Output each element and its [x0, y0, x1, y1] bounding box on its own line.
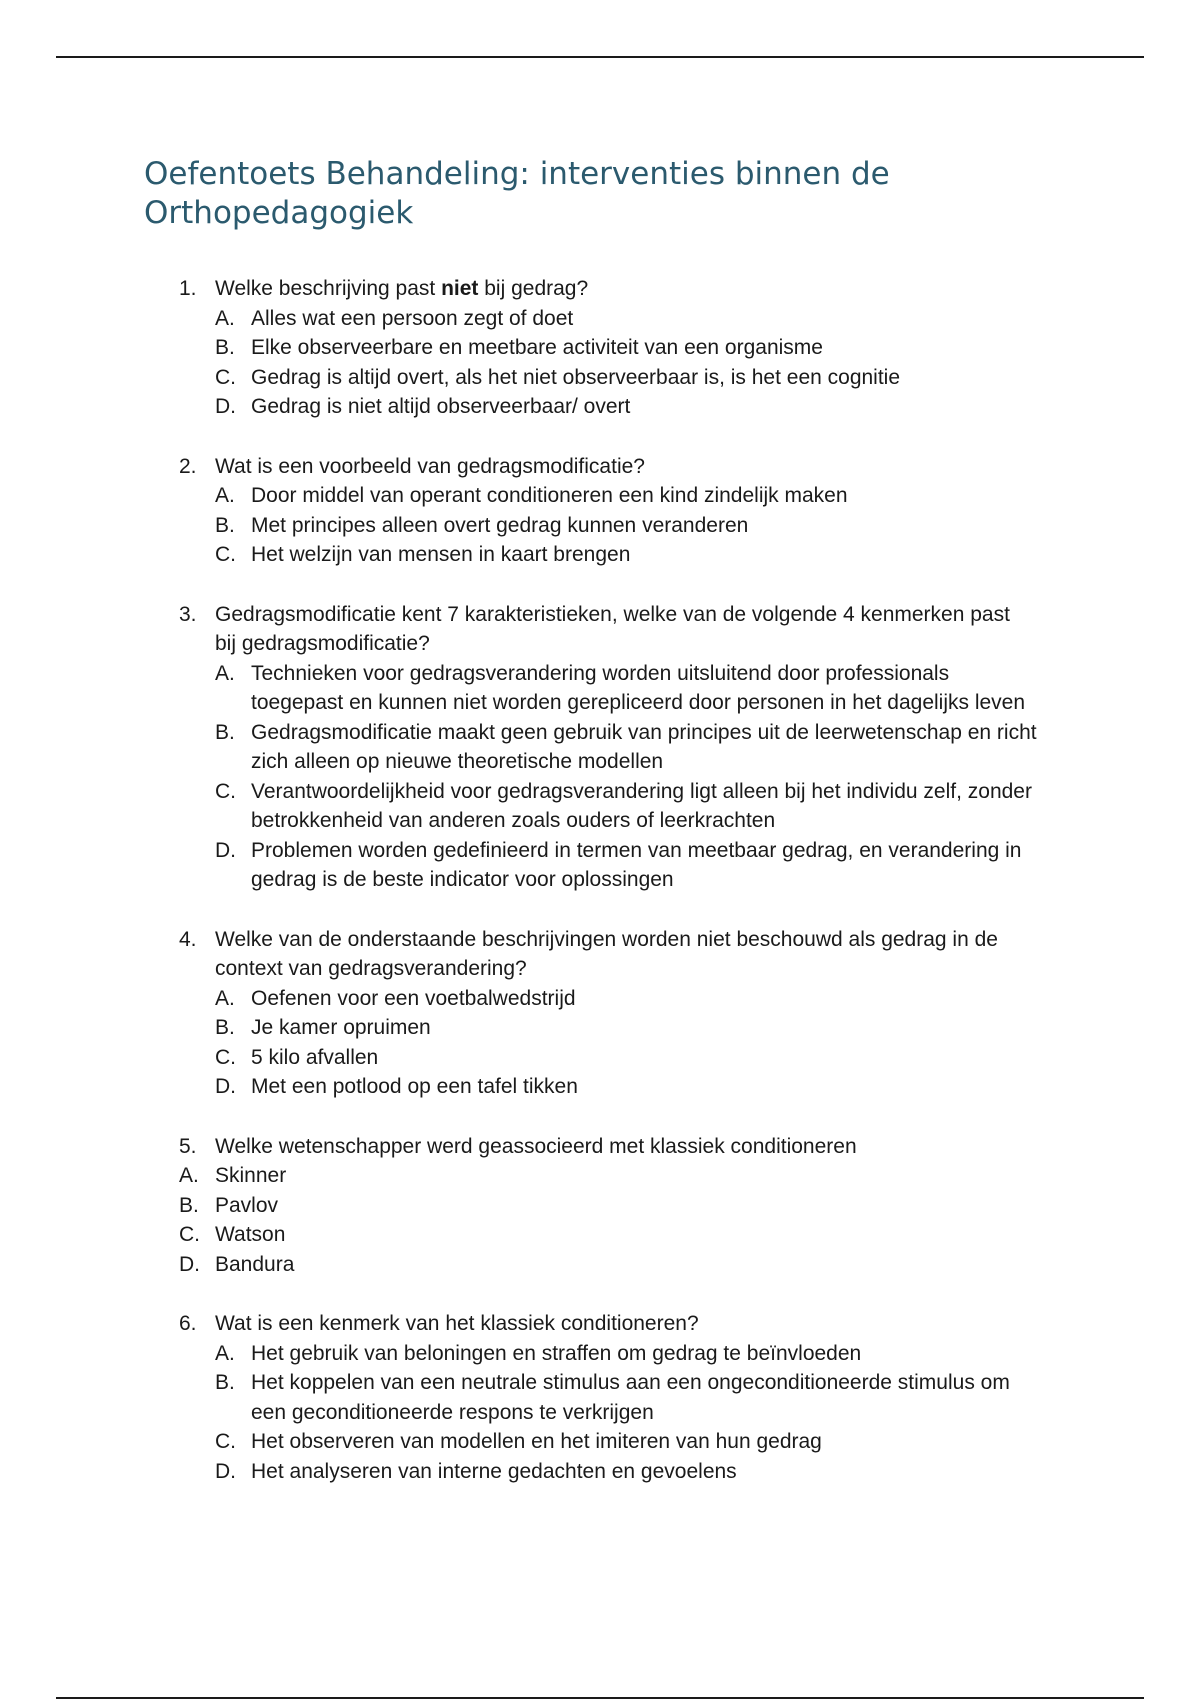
option-letter: B.	[215, 1016, 235, 1039]
option-text: Het gebruik van beloningen en straffen om gedrag te beïnvloeden	[251, 1341, 862, 1365]
answer-option	[215, 1368, 1064, 1427]
option-text: Gedrag is altijd overt, als het niet observeerbaar is, is het een cognitie	[251, 365, 901, 389]
option-letter: B.	[215, 720, 235, 744]
question-2-header	[144, 452, 1064, 482]
option-letter: A.	[215, 1341, 235, 1365]
question-emphasis: niet	[441, 277, 479, 300]
document-body	[144, 155, 1064, 1516]
question-list	[144, 274, 1064, 1486]
answer-option	[215, 836, 1064, 895]
answer-options	[144, 304, 1064, 422]
answer-option	[179, 1161, 1064, 1191]
answer-option	[215, 1072, 1064, 1102]
answer-option	[215, 304, 1064, 334]
answer-options	[144, 984, 1064, 1102]
option-text: Je kamer opruimen	[251, 1016, 431, 1039]
question-1-header	[144, 274, 1064, 304]
question-number: 2.	[179, 454, 197, 478]
option-text: Met principes alleen overt gedrag kunnen veranderen	[251, 513, 749, 537]
option-text: Pavlov	[215, 1193, 279, 1217]
question-text: Gedragsmodificatie kent 7 karakteristieken, welke van de volgende 4 kenmerken past bij gedragsmodificatie?	[215, 602, 1010, 655]
answer-option	[215, 1427, 1064, 1457]
option-letter: D.	[215, 395, 236, 418]
question-text-part: Welke beschrijving past	[215, 277, 442, 300]
answer-option	[179, 1250, 1064, 1280]
option-letter: A.	[179, 1164, 199, 1187]
option-text: Met een potlood op een tafel tikken	[251, 1075, 578, 1098]
answer-option	[215, 481, 1064, 511]
answer-option	[215, 1013, 1064, 1043]
option-letter: B.	[179, 1193, 199, 1217]
answer-options	[144, 1339, 1064, 1487]
option-letter: C.	[215, 543, 236, 566]
option-text: Problemen worden gedefinieerd in termen van meetbaar gedrag, en verandering in gedrag is de beste indicator voor oplossingen	[251, 838, 1022, 891]
answer-options	[144, 481, 1064, 570]
option-letter: D.	[215, 838, 236, 862]
question-5	[144, 1132, 1064, 1280]
answer-options	[144, 659, 1064, 895]
option-text: Gedrag is niet altijd observeerbaar/ overt	[251, 395, 631, 418]
question-number: 5.	[179, 1134, 197, 1158]
question-1	[144, 274, 1064, 422]
answer-option	[215, 333, 1064, 363]
question-number: 4.	[179, 927, 197, 951]
question-3	[144, 600, 1064, 895]
option-text: Oefenen voor een voetbalwedstrijd	[251, 986, 576, 1010]
option-letter: B.	[215, 336, 235, 359]
option-letter: D.	[179, 1252, 200, 1276]
option-letter: B.	[215, 513, 235, 537]
option-text: Door middel van operant conditioneren een kind zindelijk maken	[251, 484, 848, 507]
option-text: Alles wat een persoon zegt of doet	[251, 306, 574, 330]
option-letter: A.	[215, 306, 235, 330]
option-letter: D.	[215, 1459, 236, 1483]
option-text: Gedragsmodificatie maakt geen gebruik van principes uit de leerwetenschap en richt zich alleen op nieuwe theoretische modellen	[251, 720, 1037, 773]
question-4-header	[144, 925, 1064, 984]
question-number: 1.	[179, 277, 197, 300]
header-rule	[56, 56, 1144, 58]
answer-option	[215, 1043, 1064, 1073]
answer-options	[144, 1161, 1064, 1279]
option-text: Technieken voor gedragsverandering worden uitsluitend door professionals toegepast en kunnen niet worden gerepliceerd door personen in het dagelijks leven	[251, 661, 1026, 714]
option-letter: C.	[215, 365, 236, 389]
answer-option	[179, 1220, 1064, 1250]
option-text: Het analyseren van interne gedachten en gevoelens	[251, 1459, 737, 1483]
answer-option	[215, 1457, 1064, 1487]
option-text: Verantwoordelijkheid voor gedragsverandering ligt alleen bij het individu zelf, zonder betrokkenheid van anderen zoals ouders of leerkrachten	[251, 779, 1032, 832]
question-6-header	[144, 1309, 1064, 1339]
question-number: 3.	[179, 602, 197, 626]
answer-option	[215, 777, 1064, 836]
option-text: Skinner	[215, 1164, 287, 1187]
option-letter: A.	[215, 661, 235, 685]
answer-option	[215, 392, 1064, 422]
answer-option	[179, 1191, 1064, 1221]
question-5-header	[144, 1132, 1064, 1162]
option-letter: C.	[215, 779, 236, 803]
question-4	[144, 925, 1064, 1102]
option-text: Het koppelen van een neutrale stimulus aan een ongeconditioneerde stimulus om een geconditioneerde respons te verkrijgen	[251, 1371, 1010, 1424]
answer-option	[215, 984, 1064, 1014]
option-letter: C.	[215, 1045, 236, 1069]
question-text: Wat is een voorbeeld van gedragsmodificatie?	[215, 454, 645, 478]
option-letter: B.	[215, 1371, 235, 1394]
option-letter: D.	[215, 1075, 236, 1098]
option-text: Watson	[215, 1223, 286, 1246]
document-title: Oefentoets Behandeling: interventies binnen de Orthopedagogiek	[144, 156, 890, 231]
question-text	[215, 274, 1035, 304]
option-text: Het observeren van modellen en het imiteren van hun gedrag	[251, 1430, 822, 1453]
answer-option	[215, 1339, 1064, 1369]
question-number: 6.	[179, 1312, 197, 1335]
option-letter: C.	[179, 1223, 200, 1246]
question-3-header	[144, 600, 1064, 659]
answer-option	[215, 659, 1064, 718]
option-letter: C.	[215, 1430, 236, 1453]
footer-rule	[56, 1697, 1144, 1699]
option-text: Elke observeerbare en meetbare activiteit van een organisme	[251, 336, 823, 359]
option-text: Het welzijn van mensen in kaart brengen	[251, 543, 631, 566]
answer-option	[215, 511, 1064, 541]
answer-option	[215, 363, 1064, 393]
option-letter: A.	[215, 986, 235, 1010]
option-text: 5 kilo afvallen	[251, 1045, 379, 1069]
question-6	[144, 1309, 1064, 1486]
question-text-part: bij gedrag?	[478, 277, 589, 300]
question-text: Welke van de onderstaande beschrijvingen worden niet beschouwd als gedrag in de context van gedragsverandering?	[215, 927, 998, 980]
question-text: Welke wetenschapper werd geassocieerd met klassiek conditioneren	[215, 1134, 857, 1158]
question-text: Wat is een kenmerk van het klassiek conditioneren?	[215, 1312, 699, 1335]
question-2	[144, 452, 1064, 570]
answer-option	[215, 540, 1064, 570]
option-text: Bandura	[215, 1252, 295, 1276]
answer-option	[215, 718, 1064, 777]
option-letter: A.	[215, 484, 235, 507]
